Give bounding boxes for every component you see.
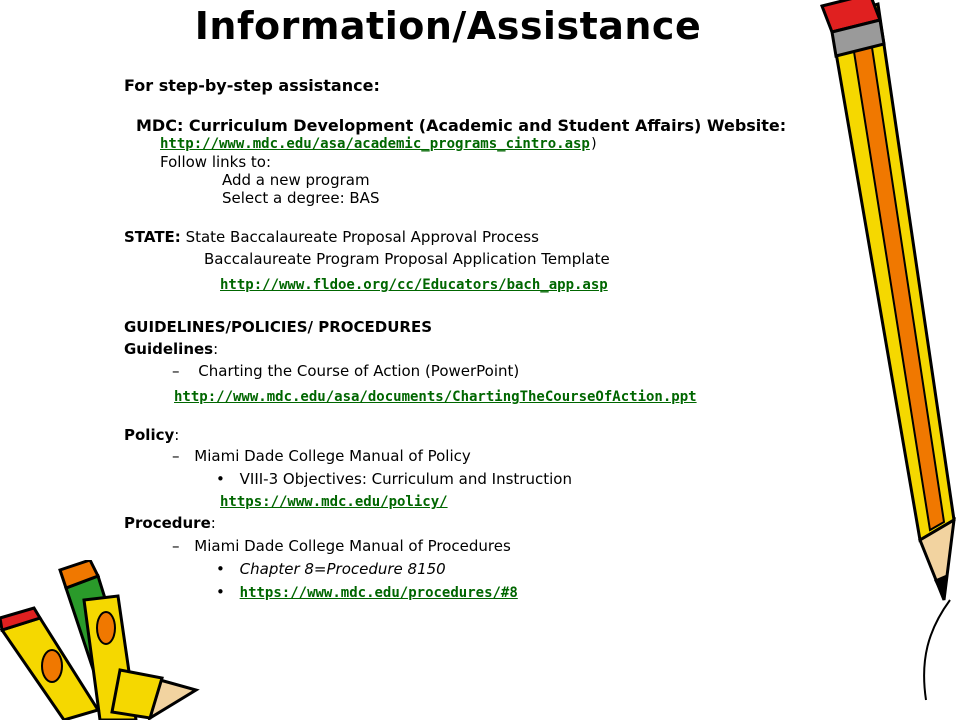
state-template: Baccalaureate Program Proposal Application Template [204,250,610,268]
policy-label: Policy [124,426,175,444]
page-title: Information/Assistance [194,4,702,48]
intro-colon: : [373,76,380,95]
mdc-url-line [160,136,598,152]
policy-item: Miami Dade College Manual of Policy [194,447,471,465]
procedure-colon: : [210,514,216,532]
mdc-follow-text: Follow links to: [160,153,272,171]
state-url-line [220,274,608,293]
mdc-curriculum-link[interactable]: http://www.mdc.edu/asa/academic_programs_cintro.asp [160,136,590,152]
procedure-dash: – [172,537,180,555]
pencils-icon [0,560,200,720]
guidelines-item: Charting the Course of Action (PowerPoint) [198,362,520,380]
state-process: State Baccalaureate Proposal Approval Process [185,228,539,246]
policy-sub: VIII-3 Objectives: Curriculum and Instruction [239,470,572,488]
fldoe-link[interactable]: http://www.fldoe.org/cc/Educators/bach_app.asp [220,277,608,293]
procedure-label-line [124,514,216,532]
intro-text: For step-by-step assistance [124,76,374,95]
policy-bullet: • [216,470,225,488]
procedure-item: Miami Dade College Manual of Procedures [194,537,511,555]
procedure-item-line [172,537,511,555]
guidelines-url-line [174,386,697,405]
procedure-label: Procedure [124,514,211,532]
guidelines-colon: : [213,340,219,358]
guidelines-label-line [124,340,218,358]
policy-url-line [220,491,448,510]
procedures-link[interactable]: https://www.mdc.edu/procedures/#8 [239,585,518,601]
procedure-url-bullet: • [216,583,225,601]
intro-heading [124,76,380,95]
mdc-step-1: Add a new program [222,171,370,189]
mdc-url-close: ) [589,136,599,152]
guidelines-label: Guidelines [124,340,214,358]
guidelines-item-line [172,362,519,380]
state-label: STATE: [124,228,181,246]
policy-label-line [124,426,179,444]
procedure-url-line [216,583,518,601]
pencil-icon [808,0,960,720]
policy-item-line [172,447,471,465]
guidelines-heading: GUIDELINES/POLICIES/ PROCEDURES [124,318,432,336]
procedure-sub: Chapter 8=Procedure 8150 [239,560,446,578]
guidelines-dash: – [172,362,180,380]
procedure-sub-line [216,560,446,578]
state-line-1 [124,228,539,246]
mdc-heading: MDC: Curriculum Development (Academic and Student Affairs) Website: [136,116,787,135]
policy-link[interactable]: https://www.mdc.edu/policy/ [220,494,448,510]
policy-colon: : [174,426,180,444]
procedure-bullet: • [216,560,225,578]
policy-dash: – [172,447,180,465]
mdc-step-2: Select a degree: BAS [222,189,380,207]
policy-sub-line [216,470,572,488]
charting-course-link[interactable]: http://www.mdc.edu/asa/documents/ChartingTheCourseOfAction.ppt [174,389,697,405]
